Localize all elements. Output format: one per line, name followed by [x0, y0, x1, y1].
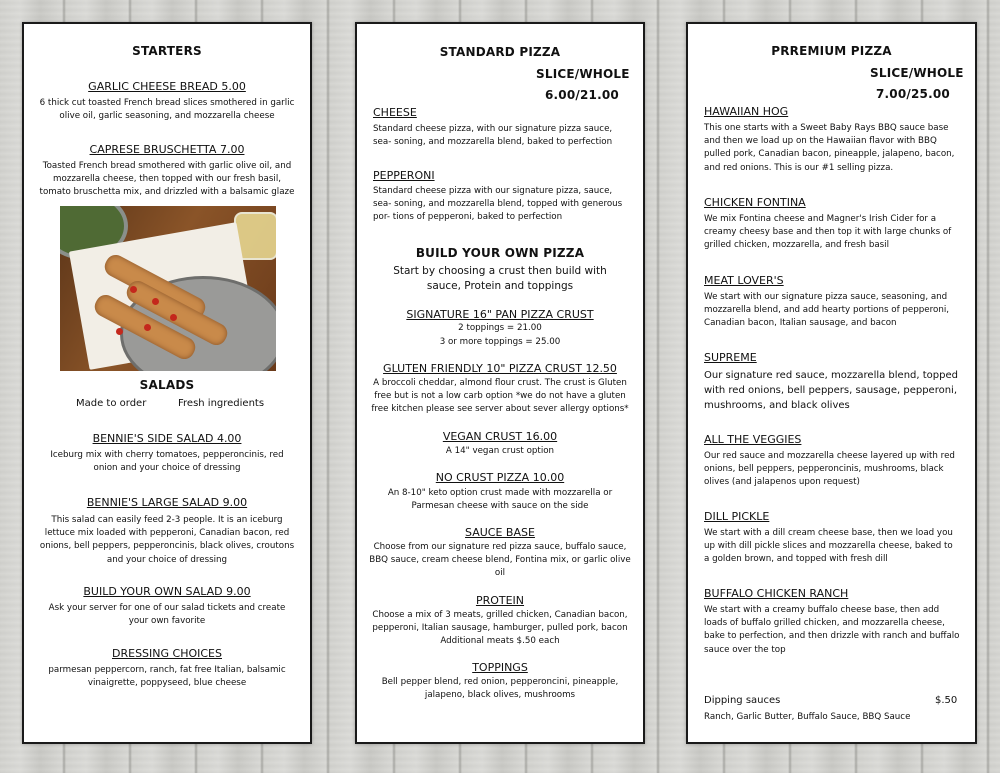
- vegan-crust-desc: A 14" vegan crust option: [445, 446, 555, 456]
- pepperoni-pizza-title: PEPPERONI: [373, 169, 435, 182]
- buffalo-chicken-ranch-title: BUFFALO CHICKEN RANCH: [704, 587, 849, 600]
- cheese-pizza-title: CHEESE: [373, 106, 417, 119]
- tomato-shape: [130, 286, 137, 293]
- buffalo-chicken-ranch-desc: We start with a creamy buffalo cheese base, then add loads of buffalo grilled chicken, and mozzarella cheese, bake to perfection, and then drizzle with ranch and buffalo sauce over the top: [704, 605, 960, 655]
- vegan-crust-title: VEGAN CRUST 16.00: [442, 430, 558, 443]
- garlic-cheese-bread-title: GARLIC CHEESE BREAD 5.00: [88, 80, 246, 93]
- supreme-desc: Our signature red sauce, mozzarella blend, topped with red onions, bell peppers, sausage, pepperoni, mushrooms, and black olives: [704, 370, 958, 411]
- dressing-choices-title: DRESSING CHOICES: [112, 647, 222, 660]
- dipping-sauces-list: Ranch, Garlic Butter, Buffalo Sauce, BBQ Sauce: [704, 712, 911, 722]
- hawaiian-hog-desc: This one starts with a Sweet Baby Rays BBQ sauce base and then we load up on the Hawaiian flavor with BBQ pulled pork, Canadian bacon, pineapple, jalapeno, bacon, and red onions. This is our #1 selling pizza.: [704, 123, 955, 173]
- dressing-choices-desc: parmesan peppercorn, ranch, fat free Italian, balsamic vinaigrette, poppyseed, blue cheese: [48, 665, 286, 689]
- salads-heading: SALADS: [139, 378, 195, 392]
- standard-pizza-heading: STANDARD PIZZA: [439, 45, 561, 59]
- build-your-own-heading: BUILD YOUR OWN PIZZA: [415, 246, 585, 260]
- build-your-own-salad-title: BUILD YOUR OWN SALAD 9.00: [83, 585, 251, 598]
- premium-price: 7.00/25.00: [876, 87, 950, 101]
- gluten-friendly-crust-desc: A broccoli cheddar, almond flour crust. The crust is Gluten free but is not a low carb option *we do not have a gluten free kitchen please see server about sever allergy options*: [371, 378, 629, 415]
- sauce-base-title: SAUCE BASE: [465, 526, 535, 539]
- premium-pizza-heading: PRREMIUM PIZZA: [771, 44, 892, 58]
- dill-pickle-title: DILL PICKLE: [704, 510, 770, 523]
- signature-crust-title: SIGNATURE 16" PAN PIZZA CRUST: [406, 308, 594, 321]
- gluten-friendly-crust-title: GLUTEN FRIENDLY 10" PIZZA CRUST 12.50: [383, 362, 617, 375]
- meat-lovers-desc: We start with our signature pizza sauce, seasoning, and mozzarella blend, and add hearty portions of pepperoni, Canadian bacon, Italian sausage, and bacon: [704, 292, 950, 329]
- dipping-sauces-price: $.50: [935, 695, 958, 706]
- caprese-bruschetta-title: CAPRESE BRUSCHETTA 7.00: [89, 143, 245, 156]
- all-the-veggies-title: ALL THE VEGGIES: [704, 433, 802, 446]
- starters-salads-panel: [22, 22, 312, 744]
- pepperoni-pizza-desc: Standard cheese pizza with our signature pizza, sauce, sea- soning, and mozzarella blend, topped with generous por- tions of pepperoni, baked to perfection: [373, 186, 623, 223]
- build-your-own-salad-desc: Ask your server for one of our salad tickets and create your own favorite: [48, 603, 286, 627]
- premium-slice-whole-label: SLICE/WHOLE: [870, 66, 964, 80]
- standard-price: 6.00/21.00: [545, 88, 619, 102]
- side-salad-desc: Iceburg mix with cherry tomatoes, pepperoncinis, red onion and your choice of dressing: [50, 450, 284, 474]
- no-crust-pizza-desc: An 8-10" keto option crust made with mozzarella or Parmesan cheese with sauce on the side: [387, 488, 613, 512]
- dill-pickle-desc: We start with a dill cream cheese base, then we load you up with dill pickle slices and mozzarella cheese, baked to a golden brown, and topped with fresh dill: [704, 528, 953, 565]
- signature-crust-price-2: 3 or more toppings = 25.00: [439, 337, 561, 347]
- premium-pizza-panel: [686, 22, 977, 744]
- protein-title: PROTEIN: [475, 594, 525, 607]
- protein-desc: Choose a mix of 3 meats, grilled chicken, Canadian bacon, pepperoni, Italian sausage, hamburger, pulled pork, bacon Additional meats $.50 each: [372, 610, 628, 647]
- no-crust-pizza-title: NO CRUST PIZZA 10.00: [435, 471, 565, 484]
- caprese-bruschetta-desc: Toasted French bread smothered with garlic olive oil, and mozzarella cheese, then topped with our fresh basil, tomato bruschetta mix, and drizzled with a balsamic glaze: [39, 161, 295, 198]
- garlic-cheese-bread-desc: 6 thick cut toasted French bread slices smothered in garlic olive oil, garlic seasoning, and mozzarella cheese: [39, 98, 295, 122]
- standard-slice-whole-label: SLICE/WHOLE: [536, 67, 630, 81]
- bruschetta-photo: [60, 206, 276, 371]
- standard-pizza-panel: [355, 22, 645, 744]
- starters-heading: STARTERS: [132, 44, 202, 58]
- dipping-sauces-label: Dipping sauces: [704, 695, 781, 706]
- sauce-base-desc: Choose from our signature red pizza sauce, buffalo sauce, BBQ sauce, cream cheese blend, Fontina mix, or garlic olive oil: [369, 542, 631, 579]
- chicken-fontina-desc: We mix Fontina cheese and Magner's Irish Cider for a creamy cheesy base and then top it with large chunks of grilled chicken, mozzarella, and fresh basil: [704, 214, 952, 251]
- toppings-title: TOPPINGS: [472, 661, 528, 674]
- tomato-shape: [144, 324, 151, 331]
- build-your-own-intro: Start by choosing a crust then build with sauce, Protein and toppings: [393, 265, 607, 292]
- all-the-veggies-desc: Our red sauce and mozzarella cheese layered up with red onions, bell peppers, pepperoncinis, mushrooms, black olives (and jalapenos upon request): [704, 451, 955, 488]
- fresh-ingredients-tag: Fresh ingredients: [178, 398, 265, 409]
- large-salad-desc: This salad can easily feed 2-3 people. It is an iceburg lettuce mix loaded with pepperoni, Canadian bacon, red onions, bell peppers, pepperoncinis, black olives, croutons and your choice of dressing: [39, 515, 295, 565]
- toppings-desc: Bell pepper blend, red onion, pepperoncini, pineapple, jalapeno, black olives, mushrooms: [381, 677, 619, 701]
- tomato-shape: [152, 298, 159, 305]
- hawaiian-hog-title: HAWAIIAN HOG: [704, 105, 789, 118]
- tomato-shape: [116, 328, 123, 335]
- supreme-title: SUPREME: [704, 351, 757, 364]
- large-salad-title: BENNIE'S LARGE SALAD 9.00: [86, 496, 248, 509]
- tomato-shape: [170, 314, 177, 321]
- made-to-order-tag: Made to order: [76, 398, 147, 409]
- side-salad-title: BENNIE'S SIDE SALAD 4.00: [92, 432, 242, 445]
- meat-lovers-title: MEAT LOVER'S: [704, 274, 784, 287]
- chicken-fontina-title: CHICKEN FONTINA: [704, 196, 806, 209]
- signature-crust-price-1: 2 toppings = 21.00: [458, 323, 542, 333]
- cheese-pizza-desc: Standard cheese pizza, with our signature pizza sauce, sea- soning, and mozzarella blend, baked to perfection: [373, 124, 613, 148]
